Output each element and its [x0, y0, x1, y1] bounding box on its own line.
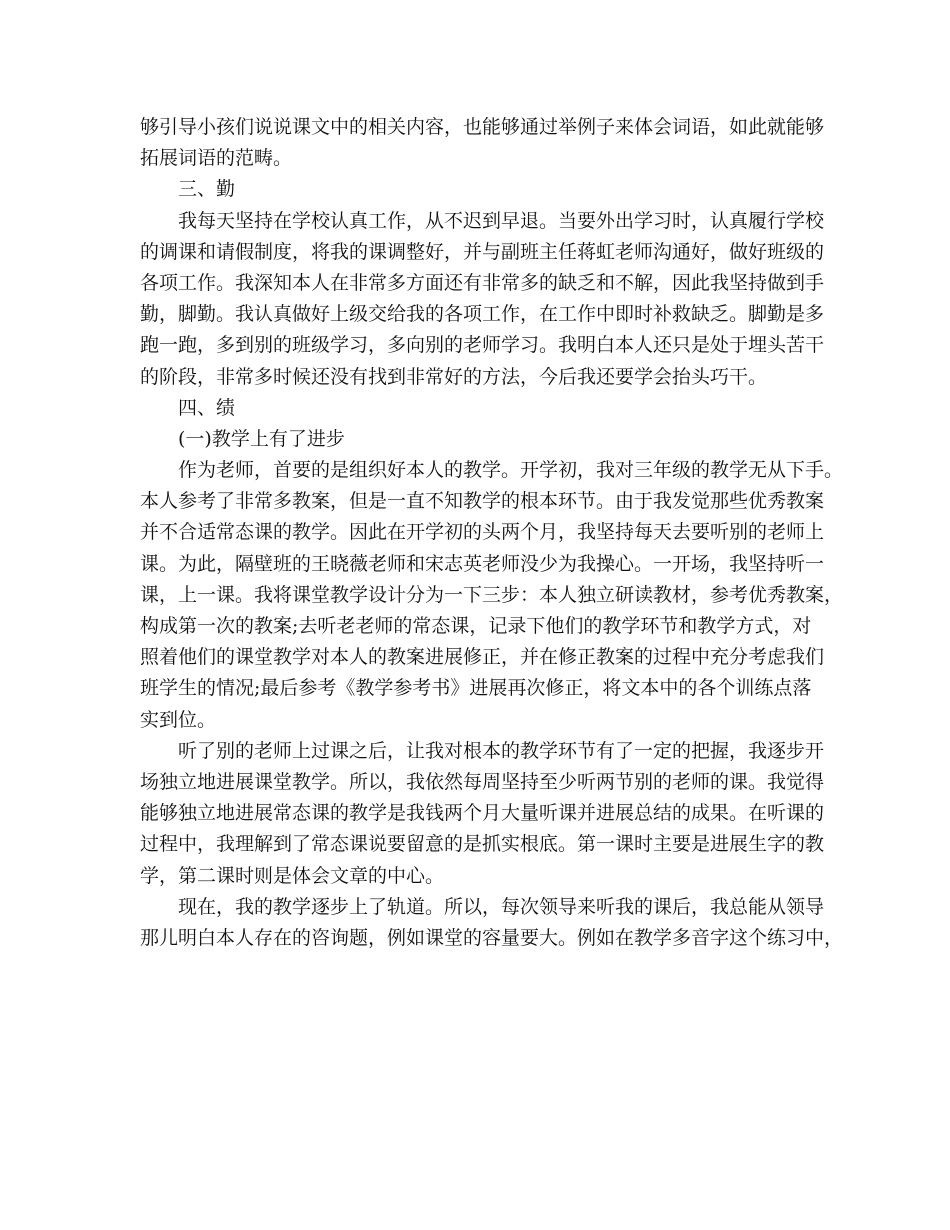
- text-line: 的调课和请假制度，将我的课调整好，并与副班主任蒋虹老师沟通好，做好班级的: [140, 240, 825, 263]
- text-line: 过程中，我理解到了常态课说要留意的是抓实根底。第一课时主要是进展生字的教: [140, 833, 825, 856]
- text-line: 班学生的情况;最后参考《教学参考书》进展再次修正，将文本中的各个训练点落: [140, 677, 812, 700]
- text-line: 那儿明白本人存在的咨询题，例如课堂的容量要大。例如在教学多音字这个练习中，: [140, 926, 844, 949]
- text-line: 实到位。: [140, 708, 217, 731]
- text-line: 并不合适常态课的教学。因此在开学初的头两个月，我坚持每天去要听别的老师上: [140, 521, 825, 544]
- section-heading: 三、勤: [178, 178, 236, 201]
- text-line: 本人参考了非常多教案，但是一直不知教学的根本环节。由于我发觉那些优秀教案: [140, 490, 825, 513]
- text-line: 作为老师，首要的是组织好本人的教学。开学初，我对三年级的教学无从下手。: [178, 459, 844, 482]
- text-line: 照着他们的课堂教学对本人的教案进展修正，并在修正教案的过程中充分考虑我们: [140, 646, 825, 669]
- text-line: 的阶段，非常多时候还没有找到非常好的方法，今后我还要学会抬头巧干。: [140, 365, 768, 388]
- text-line: 学，第二课时则是体会文章的中心。: [140, 864, 445, 887]
- text-line: 拓展词语的范畴。: [140, 147, 293, 170]
- text-line: 够引导小孩们说说课文中的相关内容，也能够通过举例子来体会词语，如此就能够: [140, 116, 825, 138]
- text-line: 现在，我的教学逐步上了轨道。所以，每次领导来听我的课后，我总能从领导: [178, 895, 825, 918]
- text-line: 场独立地进展课堂教学。所以，我依然每周坚持至少听两节别的老师的课。我觉得: [140, 770, 825, 793]
- text-line: 跑一跑，多到别的班级学习，多向别的老师学习。我明白本人还只是处于埋头苦干: [140, 334, 825, 357]
- text-line: 课，上一课。我将课堂教学设计分为一下三步：本人独立研读教材，参考优秀教案，: [140, 583, 844, 606]
- subsection-heading: (一)教学上有了进步: [178, 427, 345, 450]
- text-line: 构成第一次的教案;去听老老师的常态课，记录下他们的教学环节和教学方式，对: [140, 615, 812, 637]
- section-heading: 四、绩: [178, 396, 236, 419]
- text-line: 勤，脚勤。我认真做好上级交给我的各项工作，在工作中即时补救缺乏。脚勤是多: [140, 303, 825, 326]
- text-line: 听了别的老师上过课之后，让我对根本的教学环节有了一定的把握，我逐步开: [178, 739, 825, 762]
- text-line: 各项工作。我深知本人在非常多方面还有非常多的缺乏和不解，因此我坚持做到手: [140, 271, 825, 294]
- text-line: 能够独立地进展常态课的教学是我钱两个月大量听课并进展总结的成果。在听课的: [140, 802, 825, 825]
- document-body: [140, 112, 844, 954]
- text-line: 课。为此，隔壁班的王晓薇老师和宋志英老师没少为我操心。一开场，我坚持听一: [140, 552, 825, 575]
- text-line: 我每天坚持在学校认真工作，从不迟到早退。当要外出学习时，认真履行学校: [178, 209, 825, 232]
